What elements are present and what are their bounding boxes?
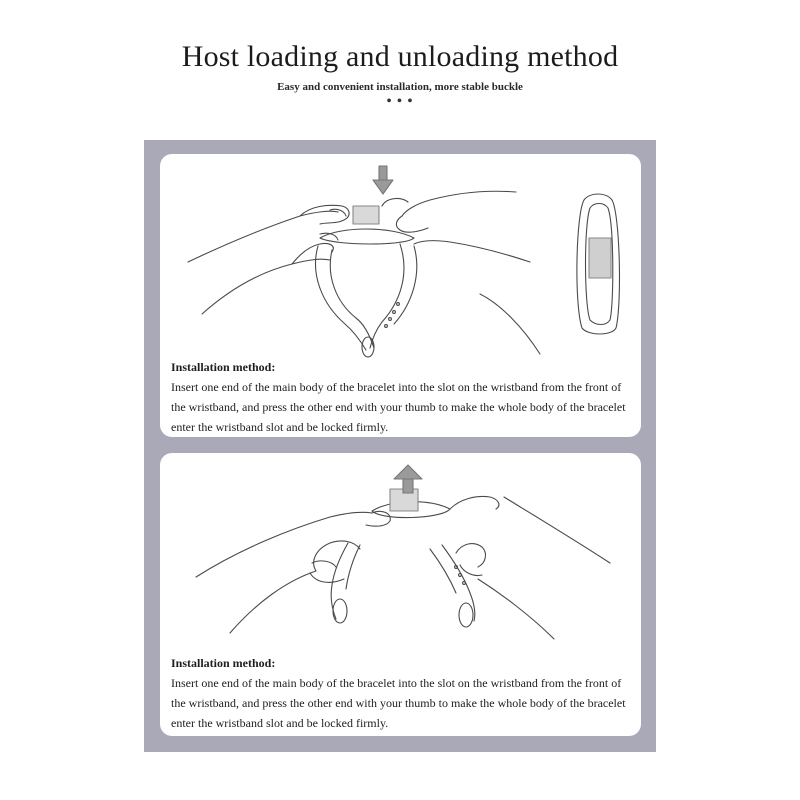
remove-text: Insert one end of the main body of the bracelet into the slot on the wristband from the front of the wristband, and press the other end with your thumb to make the whole body of the bracelet enter the wristband slot and be locked firmly. xyxy=(171,676,626,730)
remove-caption xyxy=(171,653,629,733)
instructions-panel xyxy=(144,140,656,752)
page-subtitle: Easy and convenient installation, more stable buckle xyxy=(277,81,523,93)
remove-illustration xyxy=(160,453,641,653)
decorative-dots: • • • xyxy=(386,94,414,109)
install-caption xyxy=(171,357,629,437)
install-text: Insert one end of the main body of the bracelet into the slot on the wristband from the front of the wristband, and press the other end with your thumb to make the whole body of the bracelet enter the wristband slot and be locked firmly. xyxy=(171,380,626,434)
step-card-install xyxy=(160,154,641,437)
page-title: Host loading and unloading method xyxy=(181,40,619,73)
remove-heading: Installation method: xyxy=(171,656,276,670)
install-illustration xyxy=(160,154,641,364)
install-heading: Installation method: xyxy=(171,360,276,374)
step-card-remove xyxy=(160,453,641,736)
